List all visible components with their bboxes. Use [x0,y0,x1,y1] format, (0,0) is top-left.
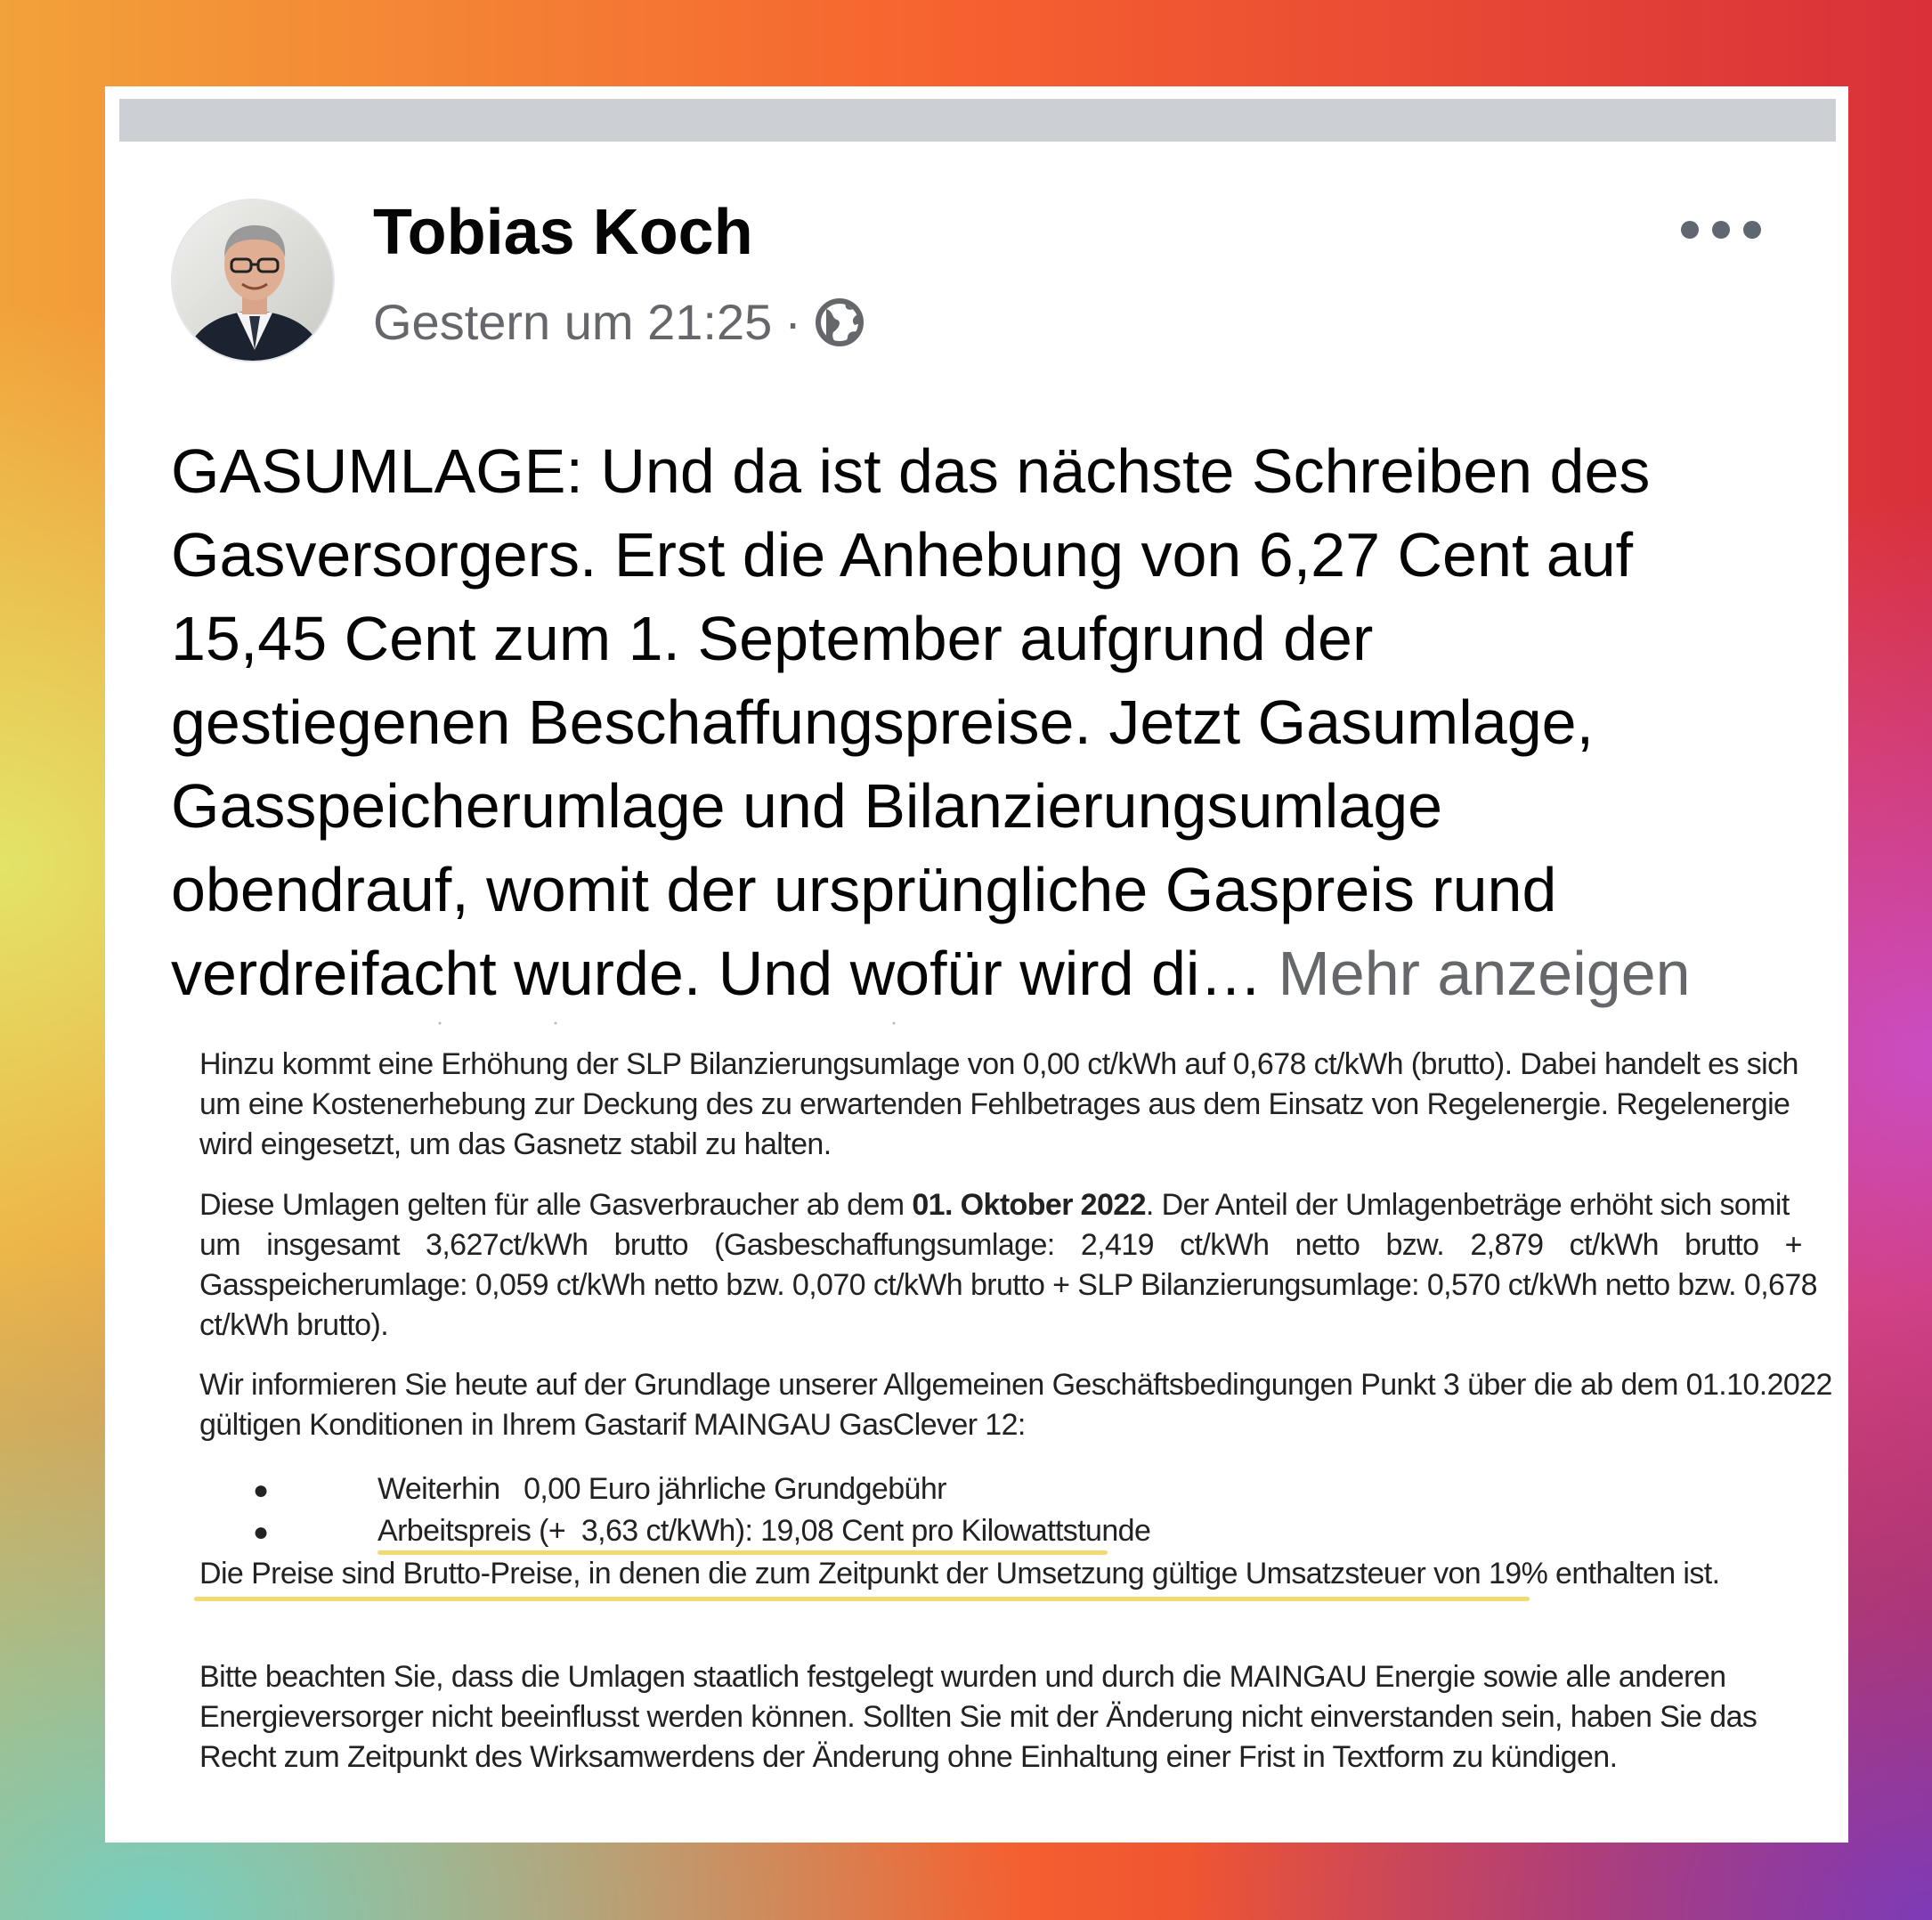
letter-bullet-item: ● Weiterhin 0,00 Euro jährliche Grundgebühr [253,1469,946,1510]
post-card [105,86,1848,1843]
post-text-line: obendrauf, womit der ursprüngliche Gaspreis rund [171,855,1557,924]
letter-paragraph-4 [199,1657,1802,1778]
letter-line-justified: um insgesamt 3,627ct/kWh brutto (Gasbeschaffungsumlage: 2,419 ct/kWh netto bzw. 2,879 ct/kWh brutto + [199,1228,1802,1262]
letter-bullet-item-highlighted: ● Arbeitspreis (+ 3,63 ct/kWh): 19,08 Cent pro Kilowattstunde [253,1511,1150,1552]
top-gray-bar [119,99,1836,142]
letter-price-note: Die Preise sind Brutto-Preise, in denen die zum Zeitpunkt der Umsetzung gültige Umsatzsteuer von 19% enthalten ist. [199,1557,1720,1591]
letter-line: Gasspeicherumlage: 0,059 ct/kWh netto bzw. 0,070 ct/kWh brutto + SLP Bilanzierungsumlage: 0,570 ct/kWh netto bzw. 0,678 [199,1268,1817,1302]
meta-separator: · [784,294,801,350]
post-meta [373,294,865,350]
letter-line: Bitte beachten Sie, dass die Umlagen staatlich festgelegt wurden und durch die MAINGAU Energie sowie alle anderen [199,1660,1726,1694]
scan-specks [431,1021,965,1025]
avatar[interactable] [171,199,335,362]
letter-line: Diese Umlagen gelten für alle Gasverbraucher ab dem 01. Oktober 2022. Der Anteil der Umlagenbeträge erhöht sich somit [199,1188,1790,1222]
post-text-line: gestiegenen Beschaffungspreise. Jetzt Gasumlage, [171,687,1595,757]
bullet-icon: ● [253,1517,269,1547]
highlight-underline [194,1597,1530,1601]
letter-line: Wir informieren Sie heute auf der Grundlage unserer Allgemeinen Geschäftsbedingungen Punkt 3 über die ab dem 01.10.2022 [199,1368,1832,1402]
post-text-line: Gasversorgers. Erst die Anhebung von 6,27 Cent auf [171,520,1634,590]
letter-line: wird eingesetzt, um das Gasnetz stabil zu halten. [199,1127,832,1161]
letter-line: Energieversorger nicht beeinflusst werden können. Sollten Sie mit der Änderung nicht einverstanden sein, haben Sie das [199,1700,1757,1734]
post-text [171,429,1809,1015]
letter-paragraph-2 [199,1185,1817,1346]
post-text-line: 15,45 Cent zum 1. September aufgrund der [171,604,1374,673]
more-options-icon [1681,221,1699,239]
see-more-link[interactable]: Mehr anzeigen [1278,939,1691,1008]
post-text-line-last [171,932,1809,1015]
letter-paragraph-1 [199,1045,1802,1165]
letter-line: gültigen Konditionen in Ihrem Gastarif MAINGAU GasClever 12: [199,1408,1026,1442]
post-text-line: GASUMLAGE: Und da ist das nächste Schreiben des [171,436,1651,506]
letter-line: Recht zum Zeitpunkt des Wirksamwerdens der Änderung ohne Einhaltung einer Frist in Textform zu kündigen. [199,1740,1618,1774]
letter-line: ct/kWh brutto). [199,1308,389,1342]
post-timestamp[interactable]: Gestern um 21:25 [373,294,773,350]
bullet-icon: ● [253,1476,269,1505]
letter-line: um eine Kostenerhebung zur Deckung des zu erwartenden Fehlbetrages aus dem Einsatz von Regelenergie. Regelenergie [199,1087,1790,1121]
effective-date: 01. Oktober 2022 [912,1188,1146,1222]
post-text-truncated: verdreifacht wurde. Und wofür wird di… [171,939,1262,1008]
more-options-button[interactable] [1681,207,1761,252]
post-text-line: Gasspeicherumlage und Bilanzierungsumlage [171,771,1443,841]
letter-paragraph-3 [199,1365,1832,1445]
letter-line: Hinzu kommt eine Erhöhung der SLP Bilanzierungsumlage von 0,00 ct/kWh auf 0,678 ct/kWh (brutto). Dabei handelt es sich [199,1047,1798,1081]
author-name[interactable]: Tobias Koch [373,197,753,268]
globe-icon [814,297,865,348]
